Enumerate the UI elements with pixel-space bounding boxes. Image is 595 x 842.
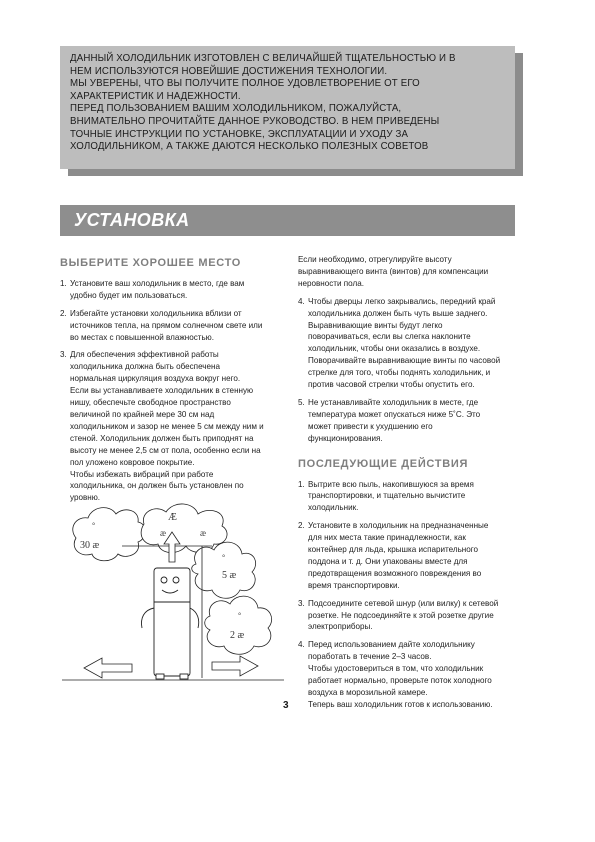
fridge-foot-left [156, 674, 164, 679]
item-line: Не устанавливайте холодильник в месте, где [308, 397, 479, 407]
cloud-bottom [205, 596, 272, 654]
item-line: уровню. [70, 493, 101, 503]
page-number: 3 [283, 700, 289, 711]
item-line: источников тепла, на прямом солнечном свете или [70, 320, 263, 330]
list-item [298, 520, 518, 591]
item-line: температура может опускаться ниже 5˚C. Это [308, 409, 481, 419]
left-column [60, 258, 282, 510]
section-title: УСТАНОВКА [74, 210, 190, 230]
item-line: Для обеспечения эффективной работы [70, 350, 219, 360]
clearance-label-side: 5 æ [222, 570, 237, 581]
item-line: Вытрите всю пыль, накопившуюся за время [308, 479, 474, 489]
intro-line: ТОЧНЫЕ ИНСТРУКЦИИ ПО УСТАНОВКЕ, ЭКСПЛУАТАЦИИ И УХОДУ ЗА [70, 128, 409, 140]
list-item [60, 278, 282, 302]
item-line: во местах с повышенной влажностью. [70, 332, 214, 342]
fridge-foot-right [180, 674, 188, 679]
degree-mark: ° [92, 521, 96, 530]
item-line: Чтобы избежать вибраций при работе [70, 469, 214, 479]
intro-line: МЫ УВЕРЕНЫ, ЧТО ВЫ ПОЛУЧИТЕ ПОЛНОЕ УДОВЛЕТВОРЕНИЕ ОТ ЕГО [70, 78, 420, 90]
item-line: пол уложено ковровое покрытие. [70, 457, 195, 467]
para-line: Если необходимо, отрегулируйте высоту [298, 255, 452, 264]
item-number: 3. [60, 350, 67, 360]
arrow-left [84, 658, 132, 678]
heading-next-steps: ПОСЛЕДУЮЩИЕ ДЕЙСТВИЯ [298, 457, 469, 470]
intro-line: ВНИМАТЕЛЬНО ПРОЧИТАЙТЕ ДАННОЕ РУКОВОДСТВО. В НЕМ ПРИВЕДЕНЫ [70, 115, 440, 127]
list-item [298, 479, 518, 515]
installation-illustration [62, 498, 284, 708]
item-line: контейнер для льда, крышка испарительного [308, 545, 479, 555]
small-label: æ [200, 528, 207, 538]
item-line: поворачиваться, если вы слегка наклоните [308, 332, 471, 342]
degree-mark: ° [222, 553, 226, 562]
item-line: стеной. Холодильник должен быть приподнят на [70, 433, 254, 443]
list-item [298, 296, 518, 391]
intro-line: ДАННЫЙ ХОЛОДИЛЬНИК ИЗГОТОВЛЕН С ВЕЛИЧАЙШЕЙ ТЩАТЕЛЬНОСТЬЮ И В [70, 53, 456, 64]
item-line: холодильника, он должен быть установлен по [70, 481, 244, 491]
item-number: 4. [298, 296, 305, 306]
intro-line: ПЕРЕД ПОЛЬЗОВАНИЕМ ВАШИМ ХОЛОДИЛЬНИКОМ, ПОЖАЛУЙСТА, [70, 103, 402, 115]
leveling-paragraph [298, 254, 518, 290]
list-item [298, 598, 518, 634]
item-line: величиной по крайней мере 30 см над [70, 409, 215, 419]
list-item [60, 349, 282, 504]
item-line: холодильника должен быть чуть выше заднего. [308, 308, 488, 318]
item-line: Установите в холодильник на предназначенные [308, 521, 489, 531]
fridge-body [154, 568, 190, 676]
para-line: выравнивающего винта (винтов) для компенсации [298, 266, 489, 276]
intro-box [60, 46, 515, 169]
item-line: воздуха в морозильной камере. [308, 688, 428, 697]
symbol-label: Æ [168, 512, 177, 523]
item-number: 5. [298, 397, 305, 407]
item-line: Чтобы дверцы легко закрывались, передний край [308, 296, 496, 306]
item-line: для них места такие принадлежности, как [308, 533, 466, 543]
item-number: 1. [298, 479, 305, 489]
small-label: æ [160, 528, 167, 538]
fridge-arm-left [142, 608, 155, 628]
item-line: может привести к ухудшению его [308, 421, 433, 431]
list-item [298, 397, 518, 445]
item-line: Если вы устанавливаете холодильник в стенную [70, 386, 254, 396]
item-line: Избегайте установки холодильника вблизи от [70, 308, 242, 318]
item-line: высоту не менее 2,5 см от пола, особенно если на [70, 445, 261, 455]
clearance-label-top: 30 æ [80, 540, 100, 551]
item-line: функционирования. [308, 433, 383, 443]
cloud-top [141, 504, 227, 553]
item-line: работает нормально, проверьте поток холодного [308, 676, 492, 686]
item-line: Поворачивайте выравнивающие винты по часовой [308, 356, 501, 366]
item-number: 2. [298, 521, 305, 531]
item-line: Теперь ваш холодильник готов к использованию. [308, 699, 493, 709]
heading-choose-place: ВЫБЕРИТЕ ХОРОШЕЕ МЕСТО [60, 257, 242, 269]
intro-line: ХОЛОДИЛЬНИКОМ, А ТАКЖЕ ДАЮТСЯ НЕСКОЛЬКО ПОЛЕЗНЫХ СОВЕТОВ [70, 141, 429, 153]
item-line: транспортировки, и тщательно вычистите [308, 491, 466, 501]
item-line: Подсоедините сетевой шнур (или вилку) к сетевой [308, 598, 499, 608]
cloud-left [73, 508, 146, 561]
item-number: 2. [60, 308, 67, 318]
item-line: Чтобы удостовериться в том, что холодильник [308, 664, 484, 674]
list-item [60, 308, 282, 344]
item-line: холодильником и зазор не менее 5 см между ним и [70, 421, 264, 431]
item-line: нормальная циркуляция воздуха вокруг него. [70, 374, 241, 384]
degree-mark: ° [238, 611, 242, 620]
item-line: холодильник. [308, 503, 359, 513]
para-line: неровности пола. [298, 278, 364, 288]
item-line: розетке. Не подсоединяйте к этой розетке другие [308, 610, 494, 620]
fridge-eye-left [161, 577, 167, 583]
item-number: 3. [298, 598, 305, 608]
item-number: 1. [60, 278, 67, 288]
right-column [298, 254, 518, 717]
intro-line: ХАРАКТЕРИСТИК И НАДЕЖНОСТИ. [70, 90, 241, 102]
arrow-right [212, 656, 258, 676]
item-line: холодильника должна быть обеспечена [70, 362, 220, 372]
item-line: электроприборы. [308, 622, 373, 632]
item-line: Перед использованием дайте холодильнику [308, 640, 475, 650]
item-line: стрелке для того, чтобы поднять холодильник, и [308, 368, 491, 378]
clearance-label-floor: 2 æ [230, 630, 245, 641]
item-line: Установите ваш холодильник в место, где вам [70, 278, 245, 288]
fridge-arm-right [190, 608, 199, 628]
item-line: предотвращения возможного повреждения во [308, 568, 482, 578]
item-line: поработать в течение 2–3 часов. [308, 652, 432, 662]
list-item [298, 639, 518, 710]
section-header-bar [60, 205, 515, 236]
item-line: холодильник, чтобы они оказались в воздухе. [308, 344, 481, 354]
item-line: Выравнивающие винты будут легко [308, 320, 443, 330]
intro-line: НЕМ ИСПОЛЬЗУЮТСЯ НОВЕЙШИЕ ДОСТИЖЕНИЯ ТЕХНОЛОГИИ. [70, 65, 388, 77]
item-line: время транспортировки. [308, 580, 400, 590]
item-line: против часовой стрелки чтобы опустить его. [308, 380, 475, 390]
item-number: 4. [298, 640, 305, 650]
item-line: нишу, обеспечьте свободное пространство [70, 398, 231, 408]
item-line: удобно будет им пользоваться. [70, 290, 188, 300]
fridge-eye-right [173, 577, 179, 583]
item-line: поддона и т. д. Они упакованы вместе для [308, 556, 468, 566]
